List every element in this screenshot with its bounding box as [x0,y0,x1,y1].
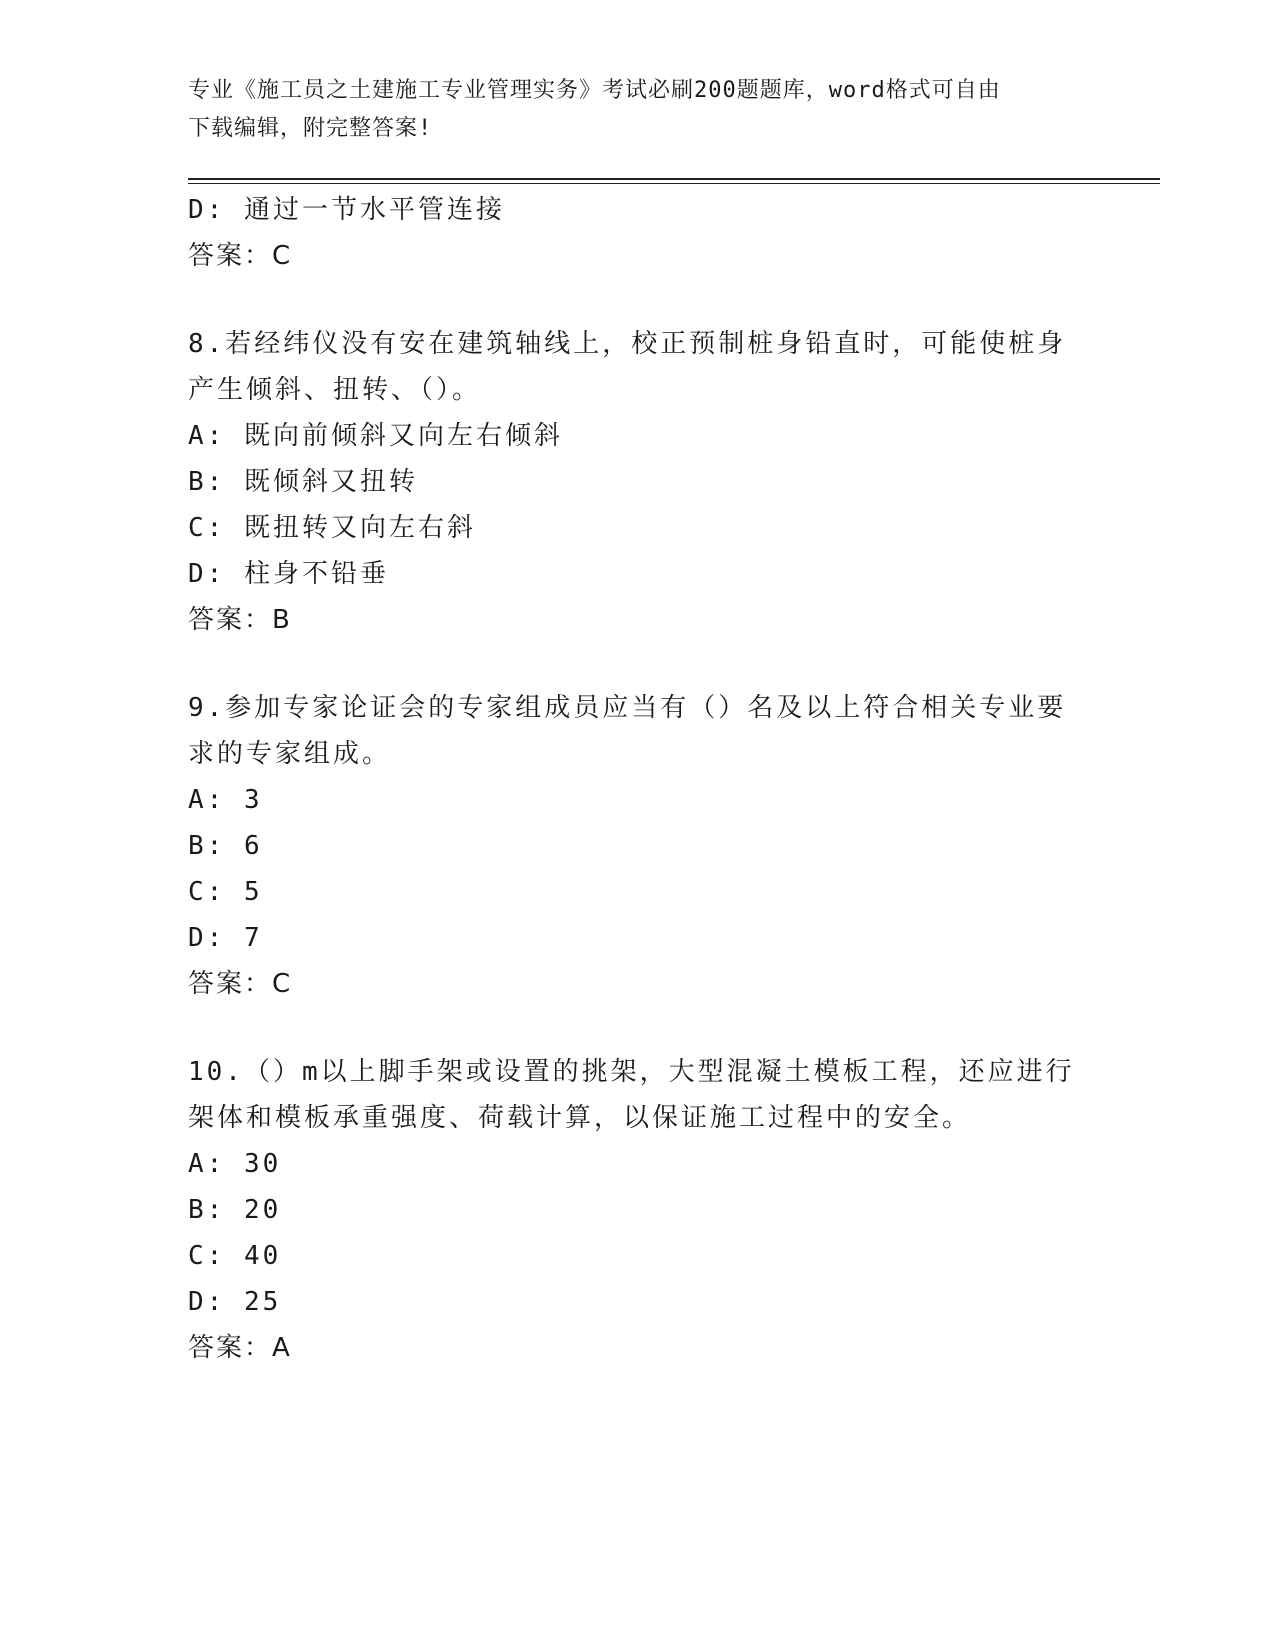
option-a: A: 既向前倾斜又向左右倾斜 [188,421,563,451]
option-d: D: 25 [188,1287,282,1317]
question-10 [188,1049,1075,1371]
option-d: D: 通过一节水平管连接 [188,195,505,225]
answer-label: 答案：C [188,241,293,271]
option-b: B: 20 [188,1195,282,1225]
option-c: C: 40 [188,1241,282,1271]
header-line-1: 专业《施工员之土建施工专业管理实务》考试必刷200题题库，word格式可自由 [188,78,1001,103]
header-divider-thick [188,178,1160,180]
header-divider-thin [188,183,1160,184]
previous-question-tail [188,187,1068,279]
question-stem-line-1: 10.（）m以上脚手架或设置的挑架，大型混凝土模板工程，还应进行 [188,1057,1075,1087]
option-d: D: 7 [188,923,263,953]
question-stem [188,321,1068,413]
question-stem-line-1: 9.参加专家论证会的专家组成员应当有（）名及以上符合相关专业要 [188,693,1067,723]
header-line-2: 下载编辑，附完整答案! [188,116,433,141]
option-d: D: 柱身不铅垂 [188,559,389,589]
option-c: C: 5 [188,877,263,907]
option-a: A: 3 [188,785,263,815]
option-c: C: 既扭转又向左右斜 [188,513,476,543]
question-stem [188,1049,1075,1141]
question-stem-line-2: 产生倾斜、扭转、（）。 [188,375,482,405]
answer-label: 答案：B [188,605,292,635]
option-b: B: 既倾斜又扭转 [188,467,418,497]
question-stem-line-2: 架体和模板承重强度、荷载计算，以保证施工过程中的安全。 [188,1103,972,1133]
option-a: A: 30 [188,1149,282,1179]
answer-label: 答案：C [188,969,293,999]
question-list [188,187,1075,1371]
option-b: B: 6 [188,831,263,861]
question-8 [188,321,1068,643]
question-stem-line-2: 求的专家组成。 [188,739,392,769]
document-header [188,72,1068,148]
question-9 [188,685,1068,1007]
question-stem-line-1: 8.若经纬仪没有安在建筑轴线上，校正预制桩身铅直时，可能使桩身 [188,329,1067,359]
answer-label: 答案：A [188,1333,292,1363]
question-stem [188,685,1068,777]
